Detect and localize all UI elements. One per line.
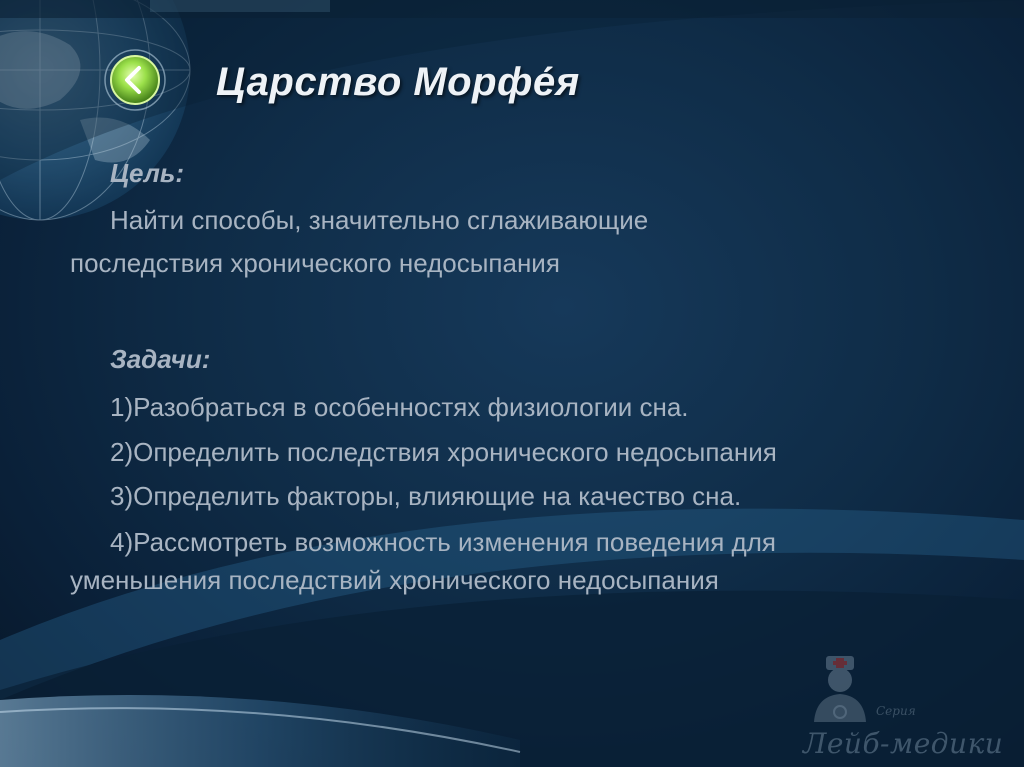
- goal-heading: Цель:: [110, 158, 185, 188]
- task-item-3: 3)Определить факторы, влияющие на качество сна.: [110, 481, 742, 511]
- goal-text-line-2: последствия хронического недосыпания: [70, 248, 560, 278]
- goal-text-line-1: Найти способы, значительно сглаживающие: [110, 205, 649, 235]
- tasks-heading: Задачи:: [110, 344, 211, 374]
- task-item-1: 1)Разобраться в особенностях физиологии сна.: [110, 392, 689, 422]
- logo-small-text: Серия: [876, 704, 916, 718]
- task-item-2: 2)Определить последствия хронического недосыпания: [110, 437, 777, 467]
- logo-text: Лейб-медики: [803, 727, 1004, 760]
- back-button[interactable]: [103, 48, 167, 112]
- task-item-4-continued: уменьшения последствий хронического недосыпания: [70, 565, 719, 595]
- task-item-4: 4)Рассмотреть возможность изменения поведения для: [110, 527, 776, 557]
- slide-title: Царство Морфе́я: [216, 60, 580, 104]
